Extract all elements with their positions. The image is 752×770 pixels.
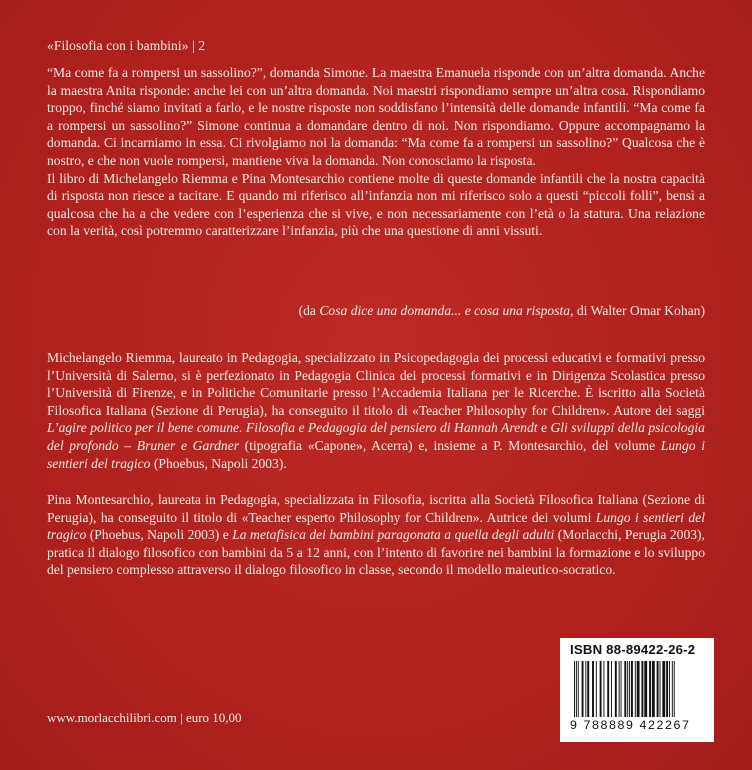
barcode-bar (587, 661, 589, 717)
barcode-bar (662, 661, 665, 717)
bio-montesarchio-part1: Pina Montesarchio, laureata in Pedagogia, specializzata in Filosofia, iscritta alla Società Filosofica Italiana (Sezione di Perugia), ha conseguito il titolo di «Teacher esperto Philosophy for Children». Autrice dei volumi (47, 492, 705, 525)
barcode-bar (576, 661, 577, 717)
barcode-bar (615, 661, 617, 717)
bio-riemma-part1: Michelangelo Riemma, laureato in Pedagogia, specializzato in Psicopedagogia dei processi educativi e formativi presso l’Università di Salerno, si è perfezionato in Pedagogia Clinica dei processi formativi e in Dirigenza Scolastica presso l’Università di Firenze, e in Politiche Comunitarie presso l’Accademia Italiana per le Ricerche. È iscritto alla Società Filosofica Italiana (Sezione di Perugia), ha conseguito il titolo di «Teacher Philosophy for Children». Autore dei saggi (47, 350, 705, 418)
barcode-bar (619, 661, 620, 717)
barcode-bar (674, 661, 675, 717)
barcode-bar (611, 661, 612, 717)
barcode-bar (585, 661, 586, 717)
barcode-bar (669, 661, 670, 717)
barcode-bar (649, 661, 651, 717)
barcode-bar (631, 661, 633, 717)
barcode-bar (592, 661, 594, 717)
series-label: «Filosofia con i bambini» | 2 (47, 38, 206, 53)
intro-text-block (47, 64, 705, 240)
barcode-bar (600, 661, 602, 717)
barcode-bar (629, 661, 630, 717)
barcode-bar (624, 661, 626, 717)
bio-riemma-title1: L’agire politico per il bene comune. Filosofia e Pedagogia del pensiero di Hannah Arendt (47, 420, 538, 436)
barcode-bar (644, 661, 647, 717)
barcode-bar (672, 661, 673, 717)
barcode-bar (657, 661, 659, 717)
barcode-bar (603, 661, 604, 717)
author-bio-montesarchio (47, 491, 705, 579)
barcode-bar (641, 661, 643, 717)
bio-riemma-part4: (Phoebus, Napoli 2003). (150, 455, 287, 471)
publisher-footer: www.morlacchilibri.com | euro 10,00 (47, 710, 242, 725)
barcode-bar (582, 661, 584, 717)
author-bio-riemma (47, 349, 705, 472)
intro-paragraph-2: Il libro di Michelangelo Riemma e Pina Montesarchio contiene molte di queste domande infantili che la nostra capacità di risposta non riesce a tacitare. E quando mi riferisco all’infanzia non mi riferisco solo a questi “piccoli folli”, bensì a qualcosa che ha a che vedere con l’esperienza che si vive, e non necessariamente con l’età o la statura. Una relazione con la verità, così potremmo caratterizzare l’infanzia, più che una questione di anni vissuti. (47, 170, 705, 239)
bio-riemma-part3: (tipografia «Capone», Acerra) e, insieme a P. Montesarchio, del volume (239, 437, 661, 453)
bio-montesarchio-part2: (Phoebus, Napoli 2003) e (86, 527, 233, 543)
barcode-bar (652, 661, 655, 717)
barcode-box (560, 638, 714, 742)
bio-montesarchio-title2: La metafisica dei bambini paragonata a quella degli adulti (232, 527, 555, 543)
barcode-bar (637, 661, 640, 717)
citation-prefix: (da (298, 303, 320, 318)
barcode-bar (607, 661, 609, 717)
barcode-bar (621, 661, 622, 717)
bio-riemma-title2: Gli sviluppi della psicologia del profondo – Bruner e Gardner (47, 420, 705, 453)
bio-montesarchio-title1: Lungo i sentieri del tragico (47, 509, 705, 543)
bio-riemma-part2: e (537, 420, 551, 436)
citation-title: Cosa dice una domanda... e cosa una risposta, (319, 303, 574, 318)
ean-digits: 9 788889 422267 (570, 718, 691, 732)
barcode-bar (635, 661, 636, 717)
barcode-bar (627, 661, 628, 717)
isbn-label: ISBN 88-89422-26-2 (570, 642, 696, 657)
barcode-bar (660, 661, 661, 717)
bio-riemma-title3: Lungo i sentieri del tragico (47, 437, 705, 471)
barcode-bar (574, 661, 575, 717)
barcode-bars (570, 661, 706, 717)
barcode-bar (578, 661, 579, 717)
barcode-bar (666, 661, 668, 717)
citation-author: di Walter Omar Kohan) (573, 303, 705, 318)
barcode-bar (596, 661, 597, 717)
bio-montesarchio-part3: (Morlacchi, Perugia 2003), pratica il dialogo filosofico con bambini da 5 a 12 anni, con l’intento di favorire nei bambini la formazione e lo sviluppo del pensiero complesso attraverso il dialogo filosofico in classe, secondo il modello maieutico-socratico. (47, 527, 705, 578)
bio-riemma-text (47, 349, 705, 472)
intro-paragraph: “Ma come fa a rompersi un sassolino?”, domanda Simone. La maestra Emanuela risponde con un’altra domanda. Anche la maestra Anita risponde: anche lei con un’altra domanda. Noi maestri rispondiamo sempre un’altra cosa. Rispondiamo troppo, finché siamo invitati a farlo, e le nostre risposte non soddisfano l’intensità delle domande infantili. “Ma come fa a rompersi un sassolino?” Simone continua a domandare dentro di noi. Non rispondiamo. Oppure accompagnamo la domanda. Ci incarniamo in essa. Ci rivolgiamo noi la domanda: “Ma come fa a rompersi un sassolino?” Qualcosa che è nostro, e che non vuole rompersi, mantiene viva la domanda. Non conosciamo la risposta. (47, 65, 705, 168)
bio-montesarchio-text (47, 491, 705, 579)
citation (299, 303, 705, 319)
